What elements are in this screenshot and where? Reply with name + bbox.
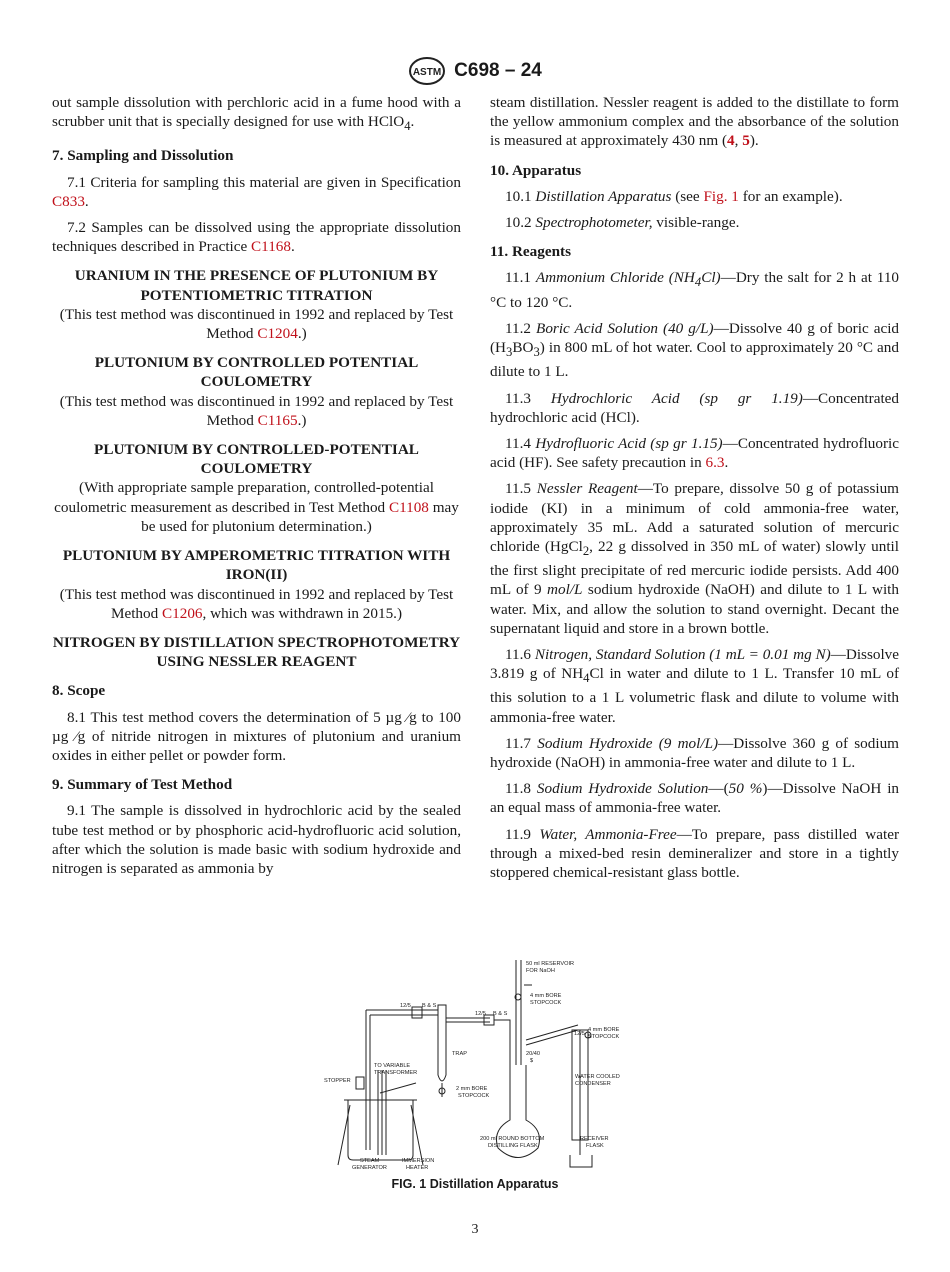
ref-c833-link[interactable]: C833 — [52, 192, 85, 210]
astm-logo-icon — [408, 56, 446, 86]
heading-nitrogen: NITROGEN BY DISTILLATION SPECTROPHOTOMETRY USING NESSLER REAGENT — [52, 633, 461, 671]
label-trap: TRAP — [452, 1051, 467, 1057]
para-11-8: 11.8 Sodium Hydroxide Solution—(50 %)—Dissolve NaOH in an equal mass of ammonia-free water. — [490, 780, 900, 817]
para-9-1: 9.1 The sample is dissolved in hydrochloric acid by the sealed tube test method or by phosphoric acid-hydrofluoric acid solution, after which the solution is made basic with sodium hydroxide and nitrogen is separated as ammonia by — [52, 802, 461, 877]
label-heater-1: IMMERSION — [402, 1158, 435, 1164]
para-11-1: 11.1 Ammonium Chloride $(NH_4Cl)—Dry$ the salt for 2 h at 110 °C to 120 °C. — [490, 269, 900, 311]
stopper — [356, 1077, 364, 1089]
intro-paragraph: out sample dissolution with perchloric acid in a fume hood with a scrubber unit that is specially designed for use with HClO$_4$. — [52, 94, 461, 134]
page-number: 3 — [471, 1222, 479, 1237]
distillation-apparatus-diagram — [320, 955, 640, 1175]
label-stopcock2-2: STOPCOCK — [458, 1093, 490, 1099]
ref-c1206-link[interactable]: C1206 — [162, 604, 203, 622]
label-steam-1: STEAM — [360, 1158, 380, 1164]
label-bs-2: B & S — [493, 1011, 508, 1017]
label-stopcock4b-2: STOPCOCK — [588, 1034, 620, 1040]
heading-uranium-plutonium: URANIUM IN THE PRESENCE OF PLUTONIUM BY POTENTIOMETRIC TITRATION — [74, 267, 439, 304]
label-condenser-1: WATER COOLED — [575, 1074, 620, 1080]
ref-c1204-link[interactable]: C1204 — [257, 325, 298, 343]
label-condenser-2: CONDENSER — [575, 1081, 611, 1087]
label-stopcock4b-1: 4 mm BORE — [588, 1027, 620, 1033]
right-column — [490, 93, 899, 889]
note-discontinued-2: (This test method was discontinued in 1992 and replaced by Test Method C1165.) — [59, 392, 454, 429]
trap-vessel — [438, 1005, 446, 1081]
ref-fig1-link[interactable]: Fig. 1 — [703, 187, 739, 205]
section-11-title: 11. Reagents — [490, 243, 571, 261]
para-10-2: 10.2 Spectrophotometer, visible-range. — [505, 214, 740, 232]
pointer-transformer — [380, 1083, 416, 1093]
section-9-title: 9. Summary of Test Method — [52, 776, 233, 794]
label-joint-20-40: 20/40 — [526, 1051, 540, 1057]
label-transformer-1: TO VARIABLE — [374, 1063, 411, 1069]
label-joint-symbol: $ — [530, 1058, 534, 1064]
figure-caption: FIG. 1 Distillation Apparatus — [391, 1177, 559, 1191]
label-flask-2: DISTILLING FLASK — [488, 1143, 538, 1149]
label-bs-1: B & S — [422, 1003, 437, 1009]
summary-continuation: steam distillation. Nessler reagent is added to the distillate to form the yellow ammonium complex and the absorbance of the solution is measured at approximately 430 nm (4, 5). — [490, 94, 899, 150]
note-sample-prep: (With appropriate sample preparation, controlled-potential coulometric measurement as described in Test Method C1108 may be used for plutonium determination.) — [54, 479, 459, 535]
label-joint-1: 12/5 — [400, 1003, 411, 1009]
ref-4-link[interactable]: 4 — [727, 132, 735, 150]
para-10-1: 10.1 Distillation Apparatus (see Fig. 1 for an example). — [505, 187, 843, 205]
ref-6-3-link[interactable]: 6.3 — [705, 454, 725, 472]
para-7-1: 7.1 Criteria for sampling this material are given in Specification C833. — [52, 173, 461, 210]
label-stopcock4a-1: 4 mm BORE — [530, 993, 562, 999]
note-discontinued-3: (This test method was discontinued in 1992 and replaced by Test Method C1206, which was withdrawn in 2015.) — [59, 585, 454, 622]
label-receiver-1: RECEIVER — [580, 1136, 609, 1142]
logo-text: ASTM — [412, 67, 442, 78]
ref-5-link[interactable]: 5 — [742, 132, 750, 150]
heading-plutonium-amperometric: PLUTONIUM BY AMPEROMETRIC TITRATION WITH IRON(II) — [62, 547, 451, 584]
left-column — [52, 93, 461, 885]
joint-1 — [412, 1007, 422, 1018]
label-stopper: STOPPER — [324, 1078, 351, 1084]
para-7-2: 7.2 Samples can be dissolved using the appropriate dissolution techniques described in Practice C1168. — [52, 219, 461, 256]
label-reservoir-1: 50 ml RESERVOIR — [526, 961, 575, 967]
steam-generator-vessel — [348, 1100, 413, 1160]
para-11-6: 11.6 Nitrogen, Standard Solution (1 mL = 0.01 mg N)—Dissolve 3.819 g of $NH_4Cl$ in water and dilute to 1 L. Transfer 10 mL of this solution to a 1 L volumetric flask and dilute to volume with ammonia-free water. — [490, 645, 900, 726]
label-stopcock2-1: 2 mm BORE — [456, 1086, 488, 1092]
para-11-9: 11.9 Water, Ammonia-Free—To prepare, pass distilled water through a mixed-bed resin demineralizer and store in a tightly stoppered chemical-resistant glass bottle. — [490, 825, 900, 882]
section-10-title: 10. Apparatus — [490, 161, 582, 179]
ref-c1168-link[interactable]: C1168 — [251, 238, 291, 256]
designation: C698 – 24 — [454, 60, 542, 81]
para-11-3: 11.3 Hydrochloric Acid (sp gr 1.19)—Concentrated hydrochloric acid (HCl). — [490, 389, 899, 426]
para-8-1: 8.1 This test method covers the determination of 5 µg ⁄g to 100 µg ⁄g of nitride nitrogen in mixtures of plutonium and uranium oxides in either pellet or powder form. — [52, 708, 461, 764]
section-8-title: 8. Scope — [52, 682, 106, 700]
flask-inlet — [494, 1020, 510, 1085]
label-joint-3: 12/5 — [574, 1031, 585, 1037]
label-reservoir-2: FOR NaOH — [526, 968, 555, 974]
label-steam-2: GENERATOR — [352, 1165, 387, 1171]
label-joint-2: 12/5 — [475, 1011, 486, 1017]
section-7-title: 7. Sampling and Dissolution — [52, 147, 234, 165]
note-discontinued-1: (This test method was discontinued in 1992 and replaced by Test Method C1204.) — [59, 305, 454, 343]
ref-c1108-link[interactable]: C1108 — [388, 498, 429, 516]
label-flask-1: 200 ml ROUND BOTTOM — [480, 1136, 545, 1142]
label-stopcock4a-2: STOPCOCK — [530, 1000, 562, 1006]
page-header — [0, 56, 950, 86]
label-transformer-2: TRANSFORMER — [374, 1070, 418, 1076]
para-11-7: 11.7 Sodium Hydroxide (9 mol/L)—Dissolve 360 g of sodium hydroxide (NaOH) in ammonia-free water and dilute to 1 L. — [490, 734, 899, 772]
label-receiver-2: FLASK — [586, 1143, 604, 1149]
para-11-2: 11.2 Boric Acid Solution (40 g/L)—Dissolve 40 g of boric acid $(H_3BO_3)$ in 800 mL of hot water. Cool to approximately 20 °C and dilute to 1 L. — [490, 319, 900, 381]
heading-plutonium-cpc-2: PLUTONIUM BY CONTROLLED-POTENTIAL COULOMETRY — [94, 441, 419, 478]
heading-plutonium-cpc-1: PLUTONIUM BY CONTROLLED POTENTIAL COULOMETRY — [94, 354, 419, 391]
receiver-flask — [570, 1155, 592, 1167]
ref-c1165-link[interactable]: C1165 — [257, 411, 298, 429]
para-11-5: 11.5 Nessler Reagent—To prepare, dissolve 50 g of potassium iodide (KI) in a minimum of cold ammonia-free water, approximately 35 mL. Add a saturated solution of mercuric chloride (HgCl$_2$, 22 g dissolved in 350 mL of water) slowly until the first slight precipitate of red mercuric iodide persists. Add 400 mL of 9 mol/L sodium hydroxide (NaOH) and dilute to 1 L with water. Mix, and allow the solution to stand overnight. Decant the supernatant liquid and store in a brown bottle. — [490, 480, 900, 637]
label-heater-2: HEATER — [406, 1165, 429, 1171]
para-11-4: 11.4 Hydrofluoric Acid (sp gr 1.15)—Concentrated hydrofluoric acid (HF). See safety precaution in 6.3. — [490, 434, 900, 472]
